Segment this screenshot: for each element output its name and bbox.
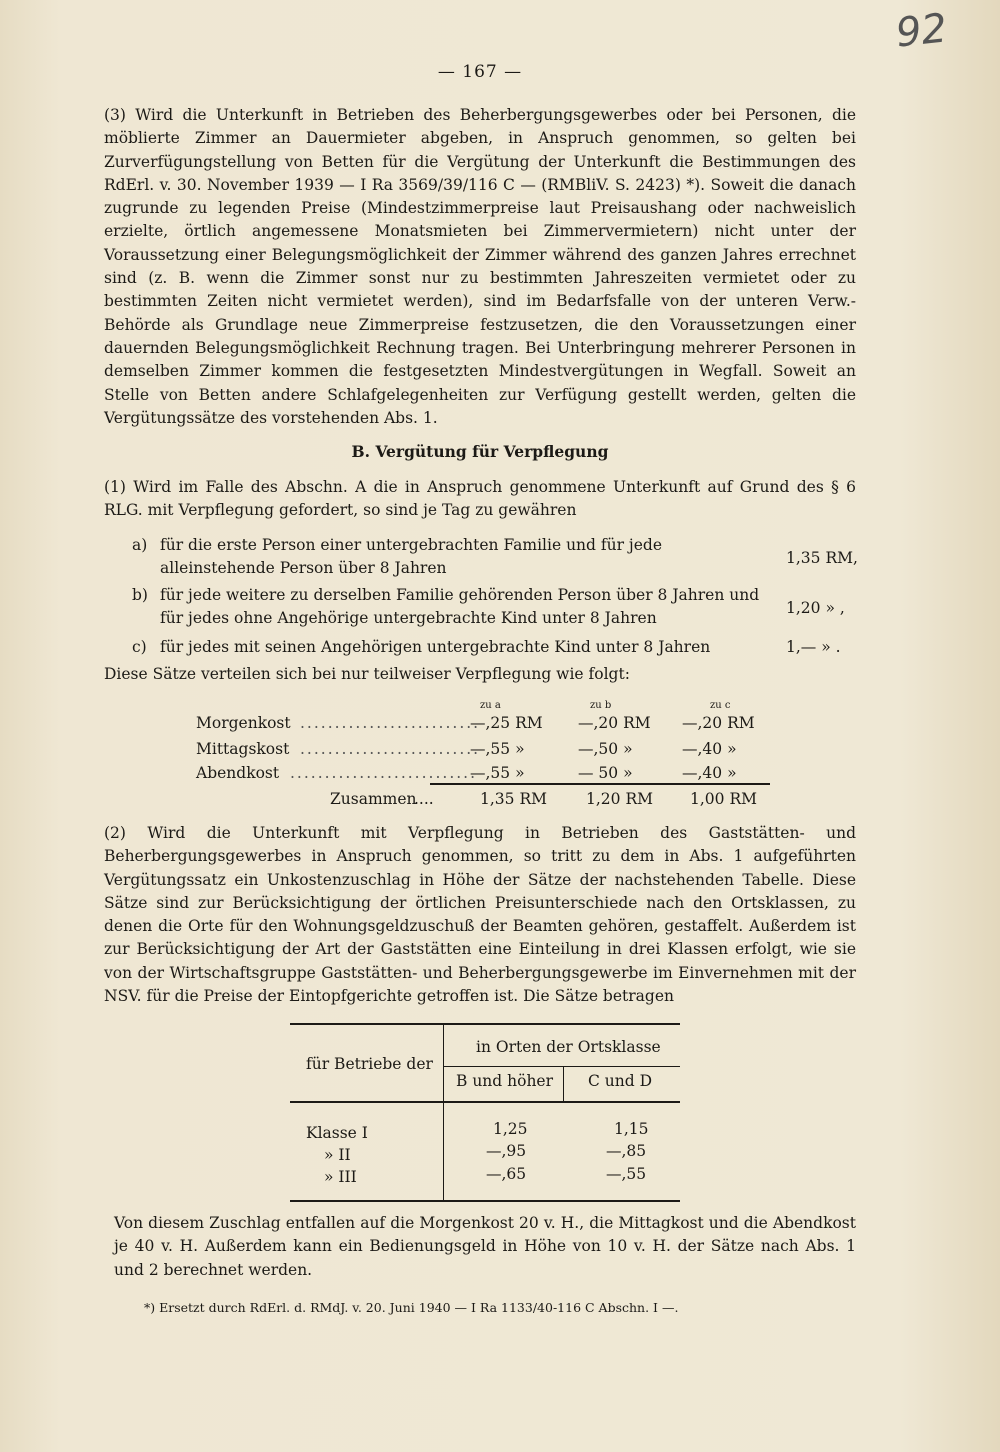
meal-value: —,55 »	[470, 740, 525, 758]
section-heading: B. Vergütung für Verpflegung	[351, 442, 609, 461]
leader-dots: ....	[414, 790, 434, 808]
list-item-text: für die erste Person einer untergebrachten Familie und für jede alleinstehende Person über 8 Jahren	[160, 536, 663, 577]
table-column-header: C und D	[588, 1072, 653, 1090]
meal-value: —,40 »	[682, 764, 737, 782]
page-number: — 167 —	[437, 62, 523, 82]
total-label: Zusammen	[330, 790, 417, 808]
list-item-label: b)	[132, 586, 148, 604]
meal-label: Mittagskost	[196, 740, 290, 758]
meal-value: —,55 »	[470, 764, 525, 782]
list-item-amount: 1,35 RM,	[786, 549, 858, 567]
paragraph-a3: (3) Wird die Unterkunft in Betrieben des Beherbergungsgewerbes oder bei Personen, die möblierte Zimmer an Dauermieter abgeben, in Anspruch genommen, so gelten bei Zurverfügungstellung von Betten für die Vergütung der Unterkunft die Bestimmungen des RdErl. v. 30. November 1939 — I Ra 3569/39/116 C — (RMBliV. S. 2423) *). Soweit die danach zugrunde zu legenden Preise (Mindestzimmerpreise laut Preisaushang oder nachweislich erzielte, örtlich angemessene Monatsmieten bei Zimmervermietern) nicht unter der Voraussetzung einer Belegungsmöglichkeit der Zimmer während des ganzen Jahres errechnet sind (z. B. wenn die Zimmer sonst nur zu bestimmten Jahreszeiten vermietet oder zu bestimmten Zeiten nicht vermietet werden), sind im Bedarfsfalle von der unteren Verw.-Behörde als Grundlage neue Zimmerpreise festzusetzen, die den Voraussetzungen einer dauernden Belegungsmöglichkeit Rechnung tragen. Bei Unterbringung mehrerer Personen in demselben Zimmer kommen die festgesetzten Mindestvergütungen in Wegfall. Soweit an Stelle von Betten andere Schlafgelegenheiten zur Verfügung gestellt werden, gelten die Vergütungssätze des vorstehenden Abs. 1.	[104, 106, 856, 427]
column-header-c: zu c	[710, 700, 731, 711]
total-value: 1,00 RM	[690, 790, 757, 808]
table-vertical-rule	[563, 1067, 564, 1102]
table-cell: 1,25	[493, 1120, 528, 1138]
list-item-text: für jedes mit seinen Angehörigen untergebrachte Kind unter 8 Jahren	[160, 638, 711, 656]
meal-value: —,20 RM	[578, 714, 651, 732]
list-item-c	[132, 636, 862, 660]
meal-value: —,40 »	[682, 740, 737, 758]
paragraph-b1-intro: (1) Wird im Falle des Abschn. A die in Anspruch genommene Unterkunft auf Grund des § 6 RLG. mit Verpflegung gefordert, so sind je Tag zu gewähren	[104, 478, 856, 520]
table-header-rule	[290, 1101, 680, 1103]
meal-value: —,20 RM	[682, 714, 755, 732]
meal-label: Morgenkost	[196, 714, 291, 732]
table-cell: —,65	[486, 1165, 527, 1183]
leader-dots: ..........................	[300, 714, 481, 732]
paragraph-b2: (2) Wird die Unterkunft mit Verpflegung in Betrieben des Gaststätten- und Beherbergungsgewerbes in Anspruch genommen, so tritt zu dem in Abs. 1 aufgeführten Vergütungssatz ein Unkostenzuschlag in Höhe der Sätze der nachstehenden Tabelle. Diese Sätze sind zur Berücksichtigung der örtlichen Preisunterschiede nach den Ortsklassen, zu denen die Orte für den Wohnungsgeldzuschuß der Beamten gehören, gestaffelt. Außerdem ist zur Berücksichtigung der Art der Gaststätten eine Einteilung in drei Klassen erfolgt, wie sie von der Wirtschaftsgruppe Gaststätten- und Beherbergungsgewerbe im Einvernehmen mit der NSV. für die Preise der Eintopfgerichte getroffen ist. Die Sätze betragen	[104, 824, 856, 1006]
table-row-header: für Betriebe der	[306, 1055, 433, 1073]
table-column-header: B und höher	[456, 1072, 554, 1090]
list-item-label: c)	[132, 638, 147, 656]
table-cell: 1,15	[614, 1120, 649, 1138]
table-group-header: in Orten der Ortsklasse	[476, 1038, 661, 1056]
table-row-label: » III	[324, 1168, 357, 1186]
list-item-text: für jede weitere zu derselben Familie gehörenden Person über 8 Jahren und für jedes ohne Angehörige untergebrachte Kind unter 8 Jahren	[160, 586, 760, 627]
meal-value: —,25 RM	[470, 714, 543, 732]
list-item-amount: 1,— » .	[786, 638, 841, 656]
footnote: *) Ersetzt durch RdErl. d. RMdJ. v. 20. Juni 1940 — I Ra 1133/40-116 C Abschn. I —.	[144, 1300, 679, 1315]
leader-dots: ..........................	[300, 740, 481, 758]
list-item-label: a)	[132, 536, 148, 554]
list-item-amount: 1,20 » ,	[786, 599, 845, 617]
table-top-rule	[290, 1023, 680, 1025]
table-vertical-rule	[443, 1103, 444, 1200]
distribution-intro: Diese Sätze verteilen sich bei nur teilweiser Verpflegung wie folgt:	[104, 665, 630, 683]
table-bottom-rule	[290, 1200, 680, 1202]
handwritten-page-note: 92	[893, 5, 950, 57]
table-mid-rule	[443, 1066, 680, 1067]
list-item-b	[132, 584, 862, 630]
total-value: 1,20 RM	[586, 790, 653, 808]
meal-value: —,50 »	[578, 740, 633, 758]
column-header-b: zu b	[590, 700, 612, 711]
table-vertical-rule	[443, 1025, 444, 1102]
leader-dots: ...........................	[290, 764, 478, 782]
meal-value: — 50 »	[578, 764, 633, 782]
table-row-label: Klasse I	[306, 1124, 368, 1142]
table-cell: —,85	[606, 1142, 647, 1160]
total-value: 1,35 RM	[480, 790, 547, 808]
sum-rule	[430, 783, 770, 785]
list-item-a	[132, 534, 862, 580]
table-cell: —,55	[606, 1165, 647, 1183]
column-header-a: zu a	[480, 700, 501, 711]
table-cell: —,95	[486, 1142, 527, 1160]
paragraph-b3: Von diesem Zuschlag entfallen auf die Morgenkost 20 v. H., die Mittagkost und die Abendkost je 40 v. H. Außerdem kann ein Bedienungsgeld in Höhe von 10 v. H. der Sätze nach Abs. 1 und 2 berechnet werden.	[114, 1214, 856, 1279]
meal-label: Abendkost	[196, 764, 280, 782]
table-row-label: » II	[324, 1146, 351, 1164]
